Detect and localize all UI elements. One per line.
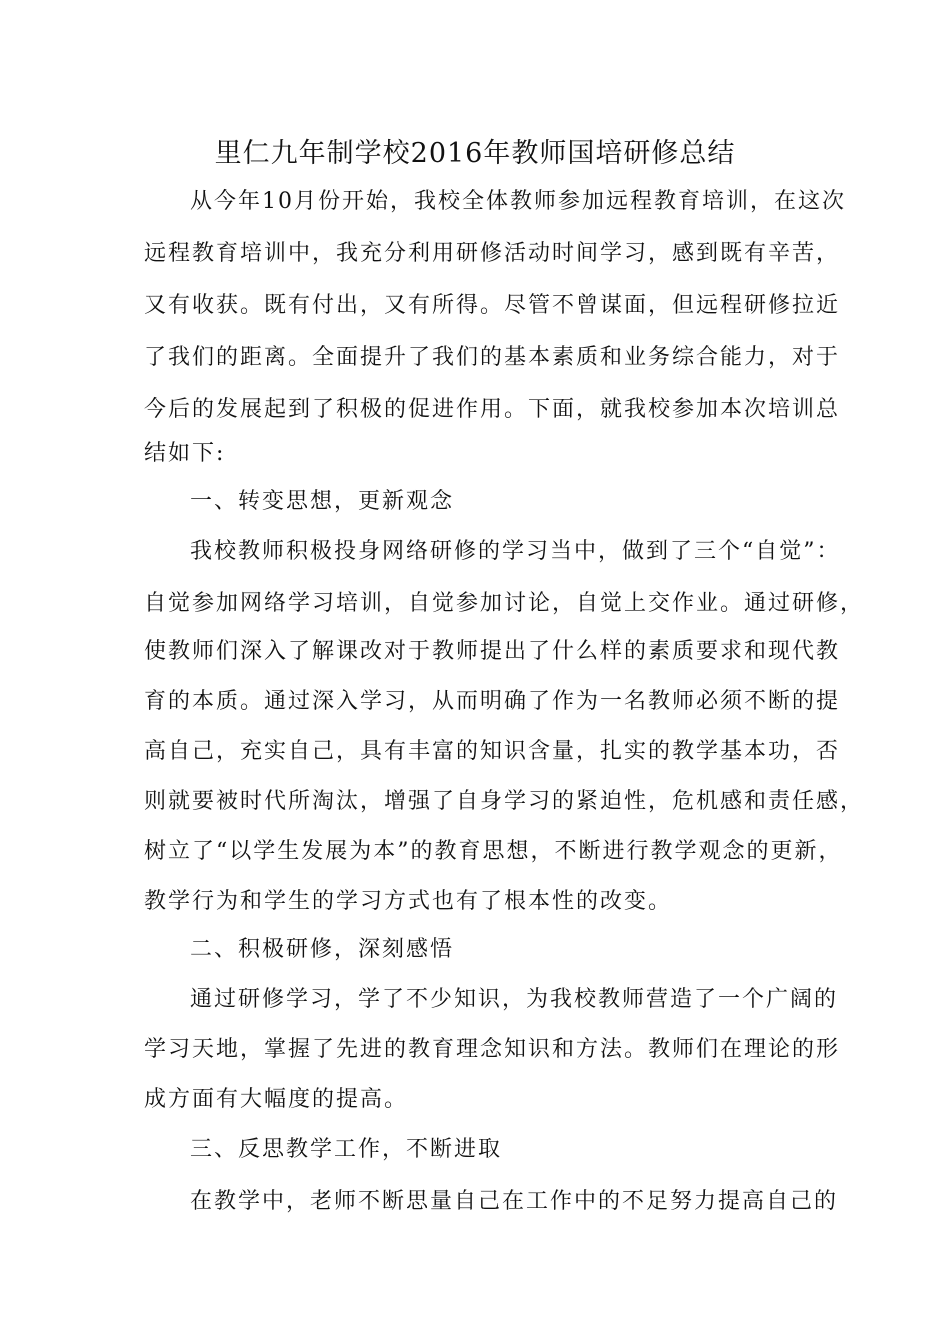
paragraph-line: 成方面有大幅度的提高。 (144, 1087, 409, 1112)
paragraph-line: 树立了“以学生发展为本”的教育思想，不断进行教学观念的更新， (144, 839, 843, 864)
paragraph-line: 远程教育培训中，我充分利用研修活动时间学习，感到既有辛苦， (144, 241, 841, 266)
section-heading: 二、积极研修，深刻感悟 (190, 937, 455, 962)
paragraph-line: 则就要被时代所淘汰，增强了自身学习的紧迫性，危机感和责任感， (144, 789, 865, 814)
paragraph-line: 高自己，充实自己，具有丰富的知识含量，扎实的教学基本功，否 (144, 739, 841, 764)
paragraph-line: 育的本质。通过深入学习，从而明确了作为一名教师必须不断的提 (144, 689, 841, 714)
paragraph-line: 自觉参加网络学习培训，自觉参加讨论，自觉上交作业。通过研修， (144, 591, 865, 616)
paragraph-line: 今后的发展起到了积极的促进作用。下面，就我校参加本次培训总 (144, 397, 841, 422)
document-title: 里仁九年制学校2016年教师国培研修总结 (214, 138, 736, 169)
paragraph-line: 了我们的距离。全面提升了我们的基本素质和业务综合能力，对于 (144, 345, 841, 370)
paragraph-line: 结如下: (144, 441, 226, 466)
paragraph-line: 教学行为和学生的学习方式也有了根本性的改变。 (144, 889, 673, 914)
paragraph-line: 我校教师积极投身网络研修的学习当中，做到了三个“自觉”： (190, 539, 841, 564)
paragraph-line: 使教师们深入了解课改对于教师提出了什么样的素质要求和现代教 (144, 639, 841, 664)
paragraph-line: 学习天地，掌握了先进的教育理念知识和方法。教师们在理论的形 (144, 1037, 841, 1062)
paragraph-line: 又有收获。既有付出，又有所得。尽管不曾谋面，但远程研修拉近 (144, 293, 841, 318)
paragraph-line: 从今年10月份开始，我校全体教师参加远程教育培训，在这次 (190, 189, 846, 214)
paragraph-line: 在教学中，老师不断思量自己在工作中的不足努力提高自己的 (190, 1189, 839, 1214)
paragraph-line: 通过研修学习，学了不少知识，为我校教师营造了一个广阔的 (190, 987, 839, 1012)
section-heading: 一、转变思想，更新观念 (190, 489, 455, 514)
section-heading: 三、反思教学工作，不断进取 (190, 1137, 503, 1162)
